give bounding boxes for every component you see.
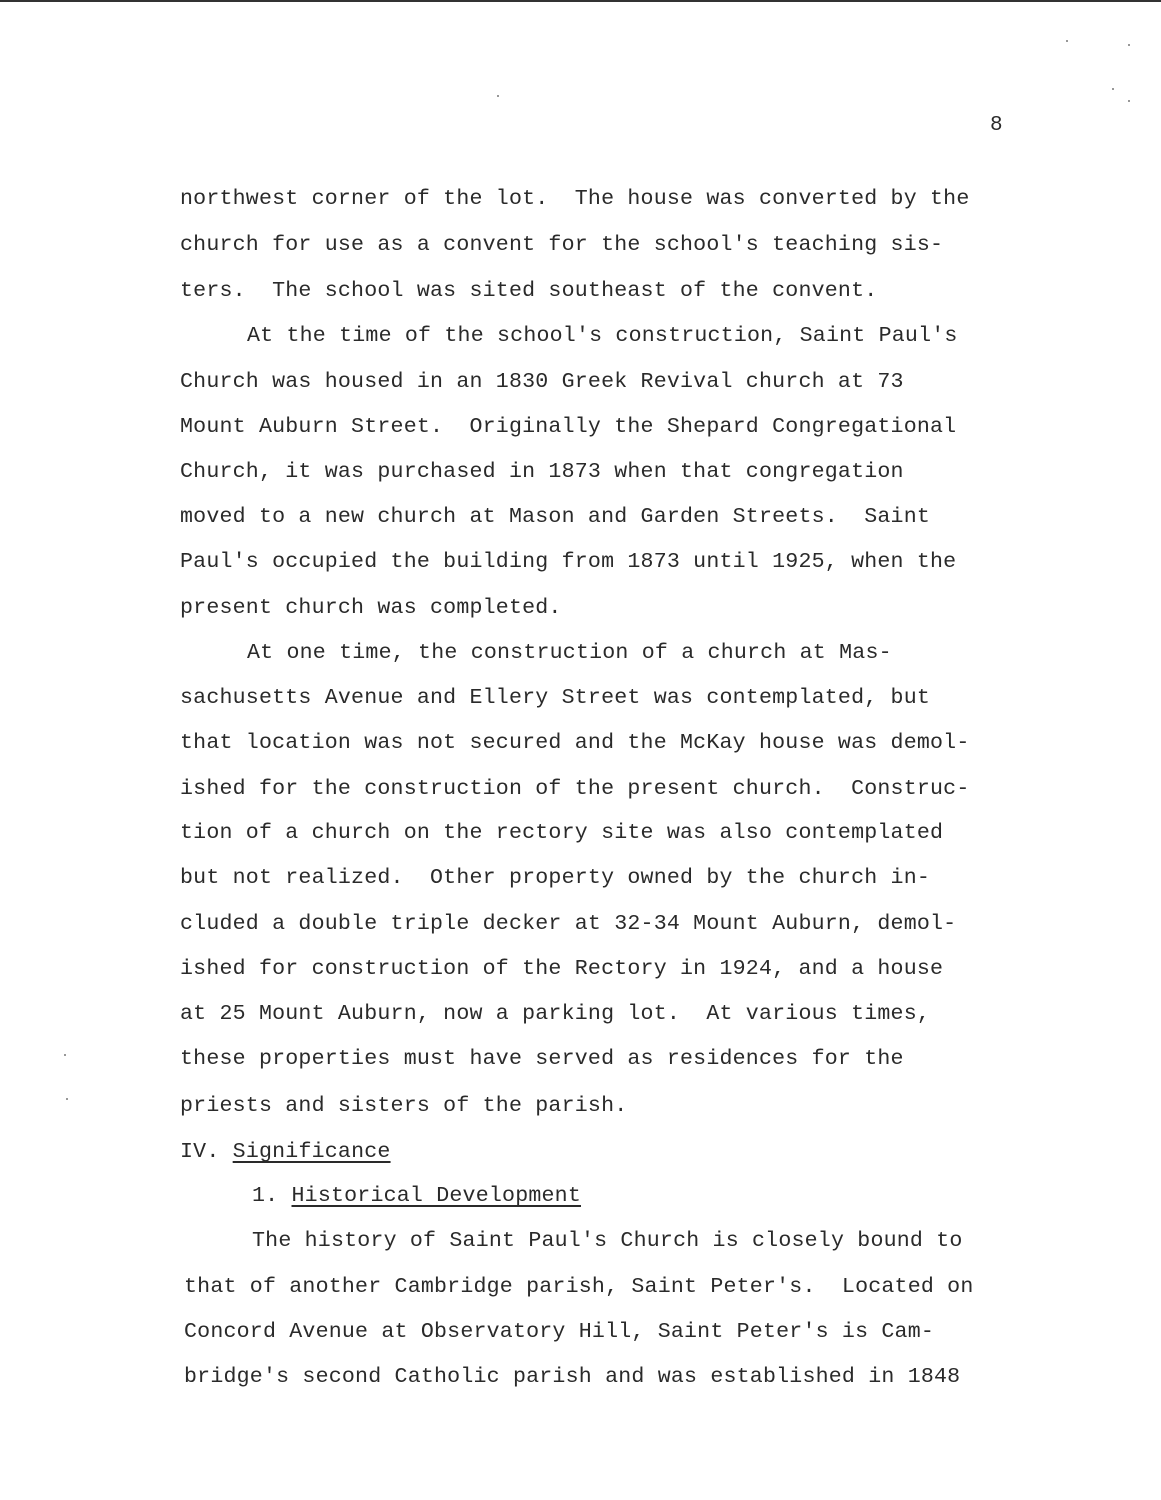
paragraph-start-line: At one time, the construction of a church at Mas- xyxy=(247,641,892,665)
scan-speck xyxy=(1128,100,1130,102)
page-number: 8 xyxy=(990,114,1003,137)
paragraph-start-line: At the time of the school's construction, Saint Paul's xyxy=(247,324,958,348)
scan-speck xyxy=(497,95,499,97)
subsection-title: Historical Development xyxy=(291,1184,581,1208)
text-line: cluded a double triple decker at 32-34 Mount Auburn, demol- xyxy=(180,912,957,936)
text-line: bridge's second Catholic parish and was established in 1848 xyxy=(184,1365,961,1389)
text-line: ished for construction of the Rectory in 1924, and a house xyxy=(180,957,944,981)
text-line: Mount Auburn Street. Originally the Shepard Congregational xyxy=(180,415,957,439)
section-title: Significance xyxy=(232,1140,391,1164)
text-line: but not realized. Other property owned by the church in- xyxy=(180,866,931,890)
text-line: priests and sisters of the parish. xyxy=(180,1094,628,1118)
scan-speck xyxy=(1128,44,1130,46)
text-line: ished for the construction of the present church. Construc- xyxy=(180,777,970,801)
scan-edge xyxy=(0,0,1161,2)
text-line: at 25 Mount Auburn, now a parking lot. At various times, xyxy=(180,1002,931,1026)
text-line: that of another Cambridge parish, Saint Peter's. Located on xyxy=(184,1275,974,1299)
text-line: sachusetts Avenue and Ellery Street was contemplated, but xyxy=(180,686,931,710)
section-number: IV. xyxy=(180,1140,220,1164)
subsection-number: 1. xyxy=(252,1184,279,1208)
text-line: ters. The school was sited southeast of the convent. xyxy=(180,279,878,303)
text-line: moved to a new church at Mason and Garden Streets. Saint xyxy=(180,505,931,529)
text-line: northwest corner of the lot. The house was converted by the xyxy=(180,187,970,211)
text-line: Church, it was purchased in 1873 when that congregation xyxy=(180,460,904,484)
scan-speck xyxy=(1066,40,1068,42)
section-heading xyxy=(180,1139,391,1165)
text-line: tion of a church on the rectory site was also contemplated xyxy=(180,821,944,845)
text-line: these properties must have served as residences for the xyxy=(180,1047,904,1071)
scan-speck xyxy=(1112,88,1114,90)
scan-speck xyxy=(66,1098,68,1100)
text-line: Paul's occupied the building from 1873 until 1925, when the xyxy=(180,550,957,574)
subsection-heading xyxy=(252,1183,581,1209)
text-line: Concord Avenue at Observatory Hill, Saint Peter's is Cam- xyxy=(184,1320,935,1344)
text-line: that location was not secured and the McKay house was demol- xyxy=(180,731,970,755)
text-line: church for use as a convent for the school's teaching sis- xyxy=(180,233,944,257)
paragraph-start-line: The history of Saint Paul's Church is closely bound to xyxy=(252,1229,963,1253)
scan-speck xyxy=(64,1054,66,1056)
text-line: Church was housed in an 1830 Greek Revival church at 73 xyxy=(180,370,904,394)
text-line: present church was completed. xyxy=(180,596,562,620)
